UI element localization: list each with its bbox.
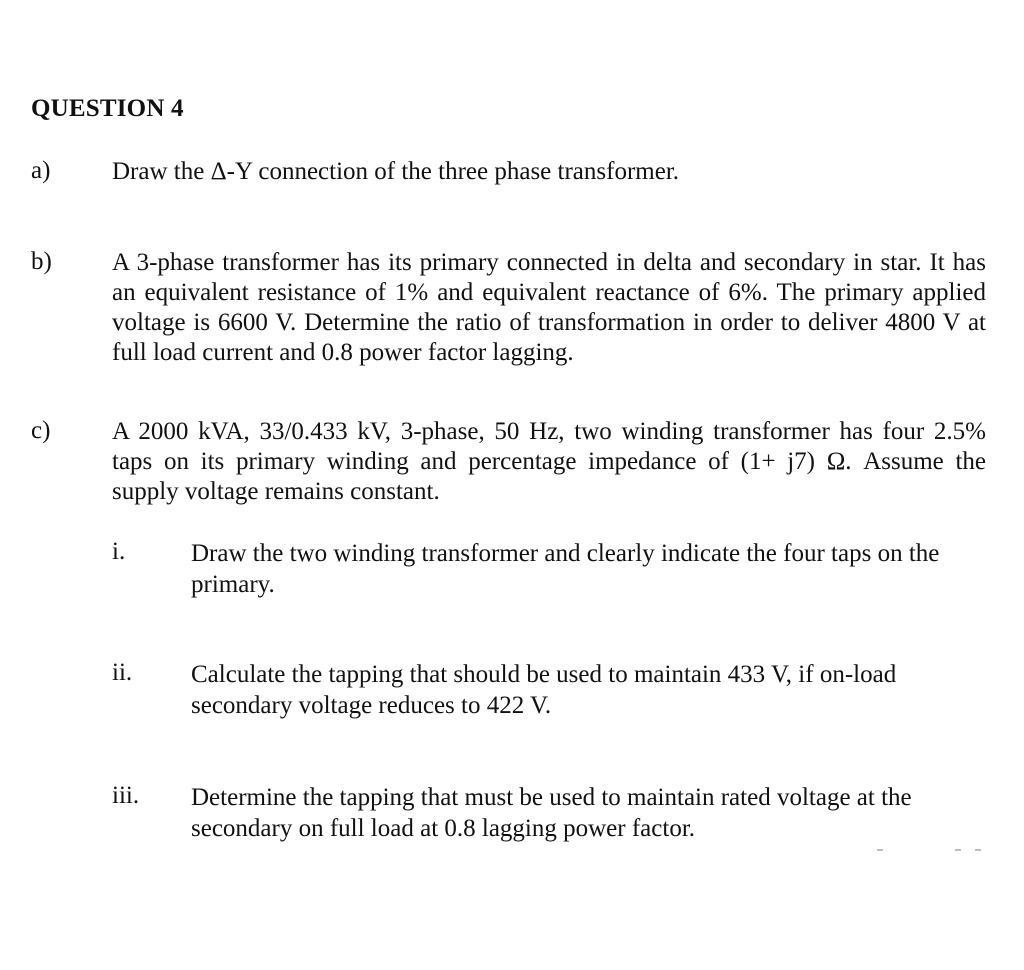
subpart-ii-label: ii.	[112, 659, 133, 686]
part-b-label: b)	[31, 248, 52, 275]
part-c-text: A 2000 kVA, 33/0.433 kV, 3-phase, 50 Hz, two winding transformer has four 2.5% taps on its primary winding and percentage impedance of (1+ j7) Ω. Assume the supply voltage remains constant.	[112, 418, 986, 505]
scan-mark	[975, 849, 981, 851]
scan-mark	[877, 849, 883, 851]
subpart-iii-text: Determine the tapping that must be used to maintain rated voltage at the secondary on full load at 0.8 lagging power factor.	[191, 784, 912, 842]
subpart-i-label: i.	[112, 538, 126, 565]
part-a-text: Draw the Δ-Y connection of the three phase transformer.	[112, 158, 680, 185]
part-a-label: a)	[31, 157, 51, 184]
question-title: QUESTION 4	[31, 95, 184, 122]
part-c-label: c)	[31, 417, 51, 444]
part-b-text: A 3-phase transformer has its primary connected in delta and secondary in star. It has an equivalent resistance of 1% and equivalent reactance of 6%. The primary applied voltage is 6600 V. Determine the ratio of transformation in order to deliver 4800 V at full load current and 0.8 power factor lagging.	[112, 249, 986, 366]
subpart-ii-text: Calculate the tapping that should be used to maintain 433 V, if on-load secondary voltage reduces to 422 V.	[191, 661, 897, 719]
subpart-i-text: Draw the two winding transformer and clearly indicate the four taps on the primary.	[191, 540, 940, 598]
scan-mark	[955, 849, 961, 851]
subpart-iii-label: iii.	[112, 782, 140, 809]
